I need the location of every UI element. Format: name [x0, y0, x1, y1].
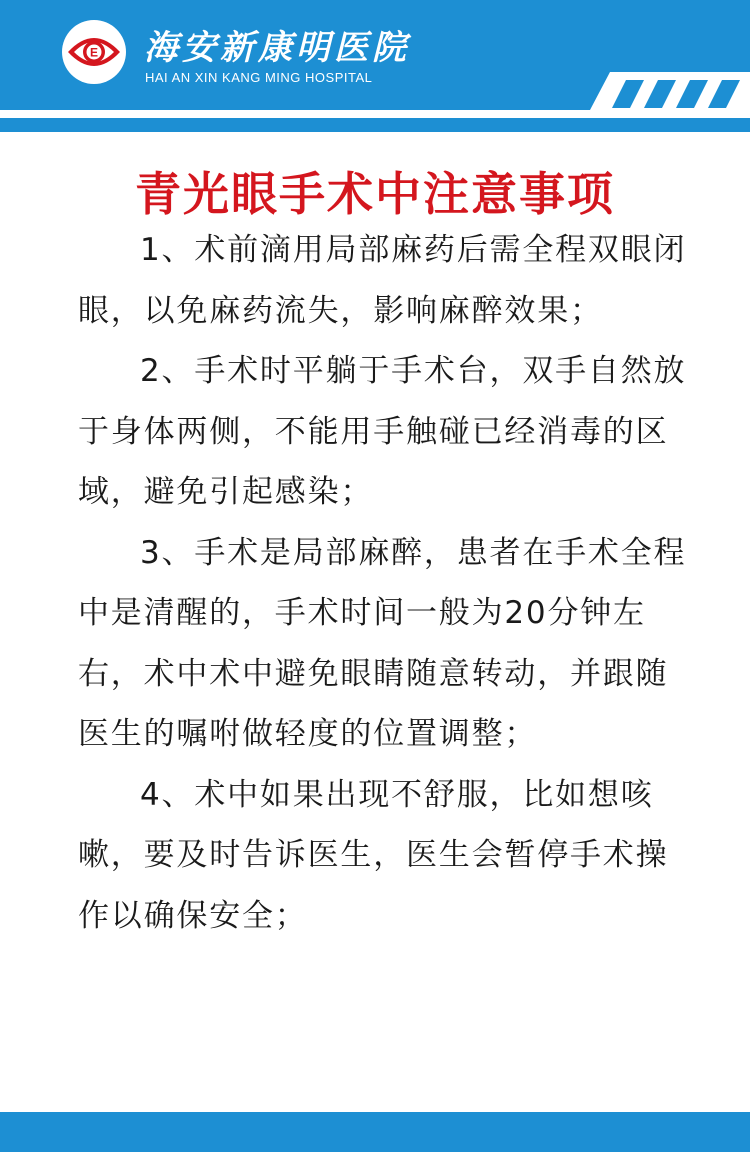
hospital-name-chinese: 海安新康明医院	[144, 28, 410, 68]
footer-band	[0, 1112, 750, 1152]
header-divider-line	[0, 118, 750, 132]
notice-list	[78, 220, 688, 946]
logo-letter: E	[89, 45, 99, 60]
header-banner	[0, 0, 750, 120]
notice-item-4: 4、术中如果出现不舒服，比如想咳嗽，要及时告诉医生，医生会暂停手术操作以确保安全；	[78, 776, 669, 934]
notice-item-1: 1、术前滴用局部麻药后需全程双眼闭眼，以免麻药流失，影响麻醉效果；	[78, 232, 687, 329]
notice-item-3: 3、手术是局部麻醉，患者在手术全程中是清醒的，手术时间一般为20分钟左右，术中术中避免眼睛随意转动，并跟随医生的嘱咐做轻度的位置调整；	[78, 534, 687, 752]
hospital-name-english: HAI AN XIN KANG MING HOSPITAL	[145, 70, 373, 85]
decorative-stripes	[612, 80, 742, 108]
eye-logo-icon	[62, 20, 126, 84]
notice-item-2: 2、手术时平躺于手术台，双手自然放于身体两侧，不能用手触碰已经消毒的区域，避免引起感染；	[78, 353, 687, 510]
page-title: 青光眼手术中注意事项	[135, 167, 615, 221]
